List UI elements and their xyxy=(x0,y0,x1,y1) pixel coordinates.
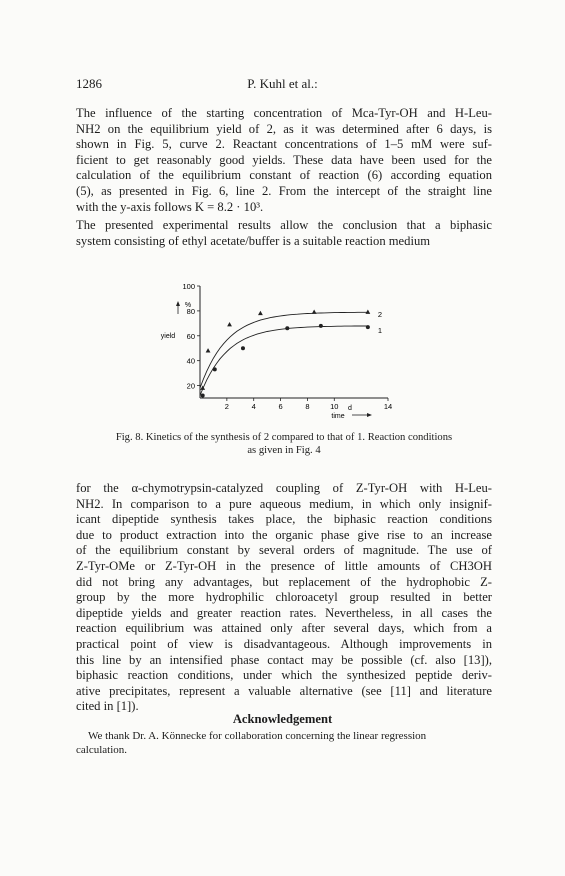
page-number: 1286 xyxy=(76,76,102,91)
data-points xyxy=(200,310,370,398)
y-unit: % xyxy=(184,302,192,309)
text-line: (5), as presented in Fig. 6, line 2. From the intercept of the straight line xyxy=(76,183,492,198)
y-tick-label: 100 xyxy=(182,282,195,291)
acknowledgement-line-1: We thank Dr. A. Könnecke for collaboration concerning the linear regression xyxy=(88,730,427,742)
text-line: with the y-axis follows K = 8.2 · 10³. xyxy=(76,199,264,214)
text-line: NH2 on the equilibrium yield of 2, as it was determined after 6 days, is xyxy=(76,121,492,136)
point-series-1 xyxy=(319,324,323,328)
text-line: system consisting of ethyl acetate/buffer is a suitable reaction medium xyxy=(76,233,431,248)
point-series-2 xyxy=(312,310,317,314)
x-ticks xyxy=(225,398,392,411)
series-label: 1 xyxy=(377,326,383,336)
x-tick-label: 6 xyxy=(278,402,283,411)
text-line: calculation of the equilibrium constant of reaction (6) according equation xyxy=(76,168,492,183)
text-line: of the equilibrium constant by several orders of magnitude. The use of xyxy=(76,543,492,558)
text-line: The influence of the starting concentration of Mca-Tyr-OH and H-Leu- xyxy=(76,106,492,120)
paragraph-2 xyxy=(76,218,492,249)
kinetics-chart xyxy=(150,282,410,422)
running-title: P. Kuhl et al.: xyxy=(247,76,318,91)
point-series-1 xyxy=(366,325,370,329)
series-label: 2 xyxy=(377,310,383,320)
text-line: reaction equilibrium was attained only after several days, which from a xyxy=(76,621,492,636)
point-series-1 xyxy=(285,326,289,330)
x-tick-label: 14 xyxy=(383,402,393,411)
text-line: for the α-chymotrypsin-catalyzed coupling of Z-Tyr-OH with H-Leu- xyxy=(76,481,492,495)
paragraph-1 xyxy=(76,106,492,215)
y-tick-label: 20 xyxy=(186,381,195,391)
point-series-1 xyxy=(213,367,217,371)
text-line: biphasic reaction conditions, under which the synthesized peptide deriv- xyxy=(76,668,492,683)
y-ticks xyxy=(182,282,200,391)
point-series-1 xyxy=(241,346,245,350)
text-line: ficient to get reasonably good yields. These data have been used for the xyxy=(76,152,492,167)
acknowledgement-title: Acknowledgement xyxy=(232,712,333,726)
point-series-2 xyxy=(258,311,263,315)
figure-caption-line-1: Fig. 8. Kinetics of the synthesis of 2 compared to that of 1. Reaction conditions xyxy=(115,432,453,443)
x-tick-label: 10 xyxy=(330,402,339,411)
x-tick-label: 4 xyxy=(251,402,256,411)
y-tick-label: 40 xyxy=(186,356,195,366)
x-tick-label: 8 xyxy=(305,402,310,411)
acknowledgement-line-2: calculation. xyxy=(76,744,128,756)
point-series-2 xyxy=(227,322,232,326)
text-line: this line by an intensified phase contact may be possible (cf. also [13]), xyxy=(76,652,492,667)
text-line: due to product extraction into the organic phase give rise to an increase xyxy=(76,527,492,542)
figure-caption-line-2: as given in Fig. 4 xyxy=(247,445,321,456)
text-line: icant dipeptide synthesis takes place, the biphasic reaction conditions xyxy=(76,512,492,527)
text-line: ative precipitates, represent a valuable alternative (see [11] and literature xyxy=(76,683,492,698)
text-line: The presented experimental results allow the conclusion that a biphasic xyxy=(76,218,492,232)
text-line: did not bring any advantages, but replacement of the hydrophobic Z- xyxy=(76,574,492,589)
x-unit: d xyxy=(348,405,352,412)
curve-series-2 xyxy=(200,312,368,388)
point-series-2 xyxy=(206,348,211,352)
text-line: group by the more hydrophilic chloroacetyl group resulted in better xyxy=(76,590,492,605)
text-line: shown in Fig. 5, curve 2. Reactant concentrations of 1–5 mM were suf- xyxy=(76,137,492,152)
y-axis-label: yield xyxy=(160,333,176,340)
text-line: cited in [1]). xyxy=(76,699,139,714)
text-line: Z-Tyr-OMe or Z-Tyr-OH in the presence of little amounts of CH3OH xyxy=(76,558,492,573)
paragraph-3 xyxy=(76,481,492,715)
y-tick-label: 60 xyxy=(186,331,195,341)
point-series-2 xyxy=(365,310,370,314)
text-line: dipeptide yields and greater reaction rates. Nevertheless, in all cases the xyxy=(76,605,492,620)
x-tick-label: 2 xyxy=(224,402,229,411)
curves xyxy=(200,312,368,395)
text-line: practical point of view is disadvantageous. Although improvements in xyxy=(76,636,492,651)
point-series-1 xyxy=(201,394,205,398)
curve-series-1 xyxy=(200,326,368,396)
y-tick-label: 80 xyxy=(186,306,195,316)
text-line: NH2. In comparison to a pure aqueous medium, in which only insignif- xyxy=(76,496,492,511)
series-labels xyxy=(378,310,382,335)
x-axis-label: time xyxy=(331,413,345,420)
